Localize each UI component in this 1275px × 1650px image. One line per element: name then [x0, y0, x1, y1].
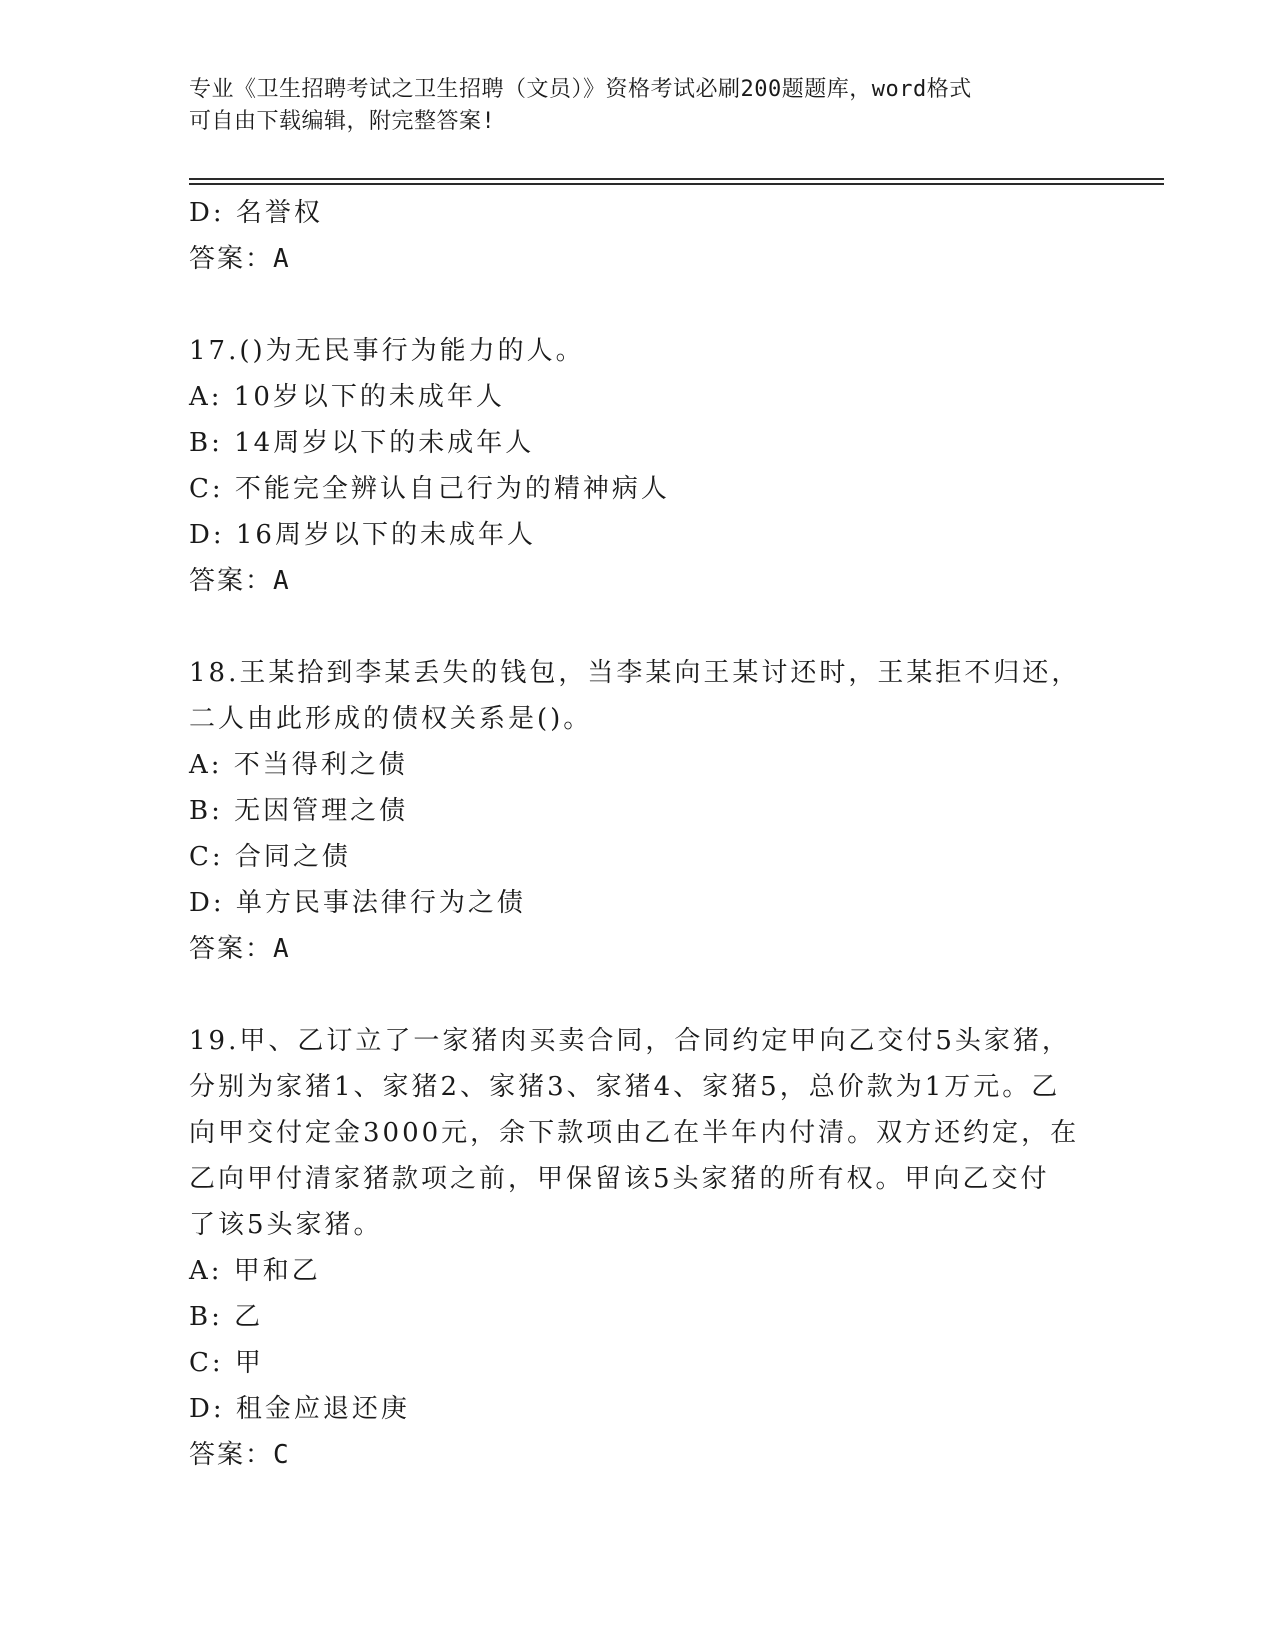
option-d: D: 名誉权: [189, 198, 323, 228]
option-d: D: 16周岁以下的未成年人: [189, 520, 536, 550]
question-stem-line-5: 了该5头家猪。: [189, 1210, 383, 1240]
question-stem-line-2: 二人由此形成的债权关系是()。: [189, 704, 593, 734]
spacer: [189, 604, 1089, 650]
header-divider-top: [189, 178, 1164, 180]
option-c: C: 合同之债: [189, 842, 351, 872]
option-d: D: 单方民事法律行为之债: [189, 888, 526, 918]
header-line-2: 可自由下载编辑，附完整答案!: [189, 109, 496, 134]
question-stem-line-2: 分别为家猪1、家猪2、家猪3、家猪4、家猪5，总价款为1万元。乙: [189, 1072, 1061, 1102]
answer-line: 答案：A: [189, 566, 291, 596]
spacer: [189, 972, 1089, 1018]
question-17: [189, 328, 1089, 604]
question-stem-line-1: 19.甲、乙订立了一家猪肉买卖合同，合同约定甲向乙交付5头家猪，: [189, 1026, 1071, 1056]
question-stem-line-4: 乙向甲付清家猪款项之前，甲保留该5头家猪的所有权。甲向乙交付: [189, 1164, 1050, 1194]
option-a: A: 不当得利之债: [189, 750, 408, 780]
option-b: B: 无因管理之债: [189, 796, 409, 826]
question-stem-line-1: 18.王某拾到李某丢失的钱包，当李某向王某讨还时，王某拒不归还，: [189, 658, 1081, 688]
question-list: [189, 190, 1089, 1478]
header-line-1: 专业《卫生招聘考试之卫生招聘（文员）》资格考试必刷200题题库，word格式: [189, 77, 972, 102]
answer-line: 答案：C: [189, 1440, 291, 1470]
question-stem-line-3: 向甲交付定金3000元，余下款项由乙在半年内付清。双方还约定，在: [189, 1118, 1080, 1148]
option-a: A: 甲和乙: [189, 1256, 321, 1286]
document-header: [189, 74, 1079, 138]
question-19: [189, 1018, 1089, 1478]
header-divider-bottom: [189, 183, 1164, 185]
question-16-tail: [189, 190, 1089, 282]
option-c: C: 甲: [189, 1348, 264, 1378]
spacer: [189, 282, 1089, 328]
answer-line: 答案：A: [189, 934, 291, 964]
answer-line: 答案：A: [189, 244, 291, 274]
option-b: B: 14周岁以下的未成年人: [189, 428, 535, 458]
option-d: D: 租金应退还庚: [189, 1394, 410, 1424]
option-b: B: 乙: [189, 1302, 264, 1332]
option-c: C: 不能完全辨认自己行为的精神病人: [189, 474, 670, 504]
option-a: A: 10岁以下的未成年人: [189, 382, 505, 412]
question-stem: 17.()为无民事行为能力的人。: [189, 336, 585, 366]
question-18: [189, 650, 1089, 972]
